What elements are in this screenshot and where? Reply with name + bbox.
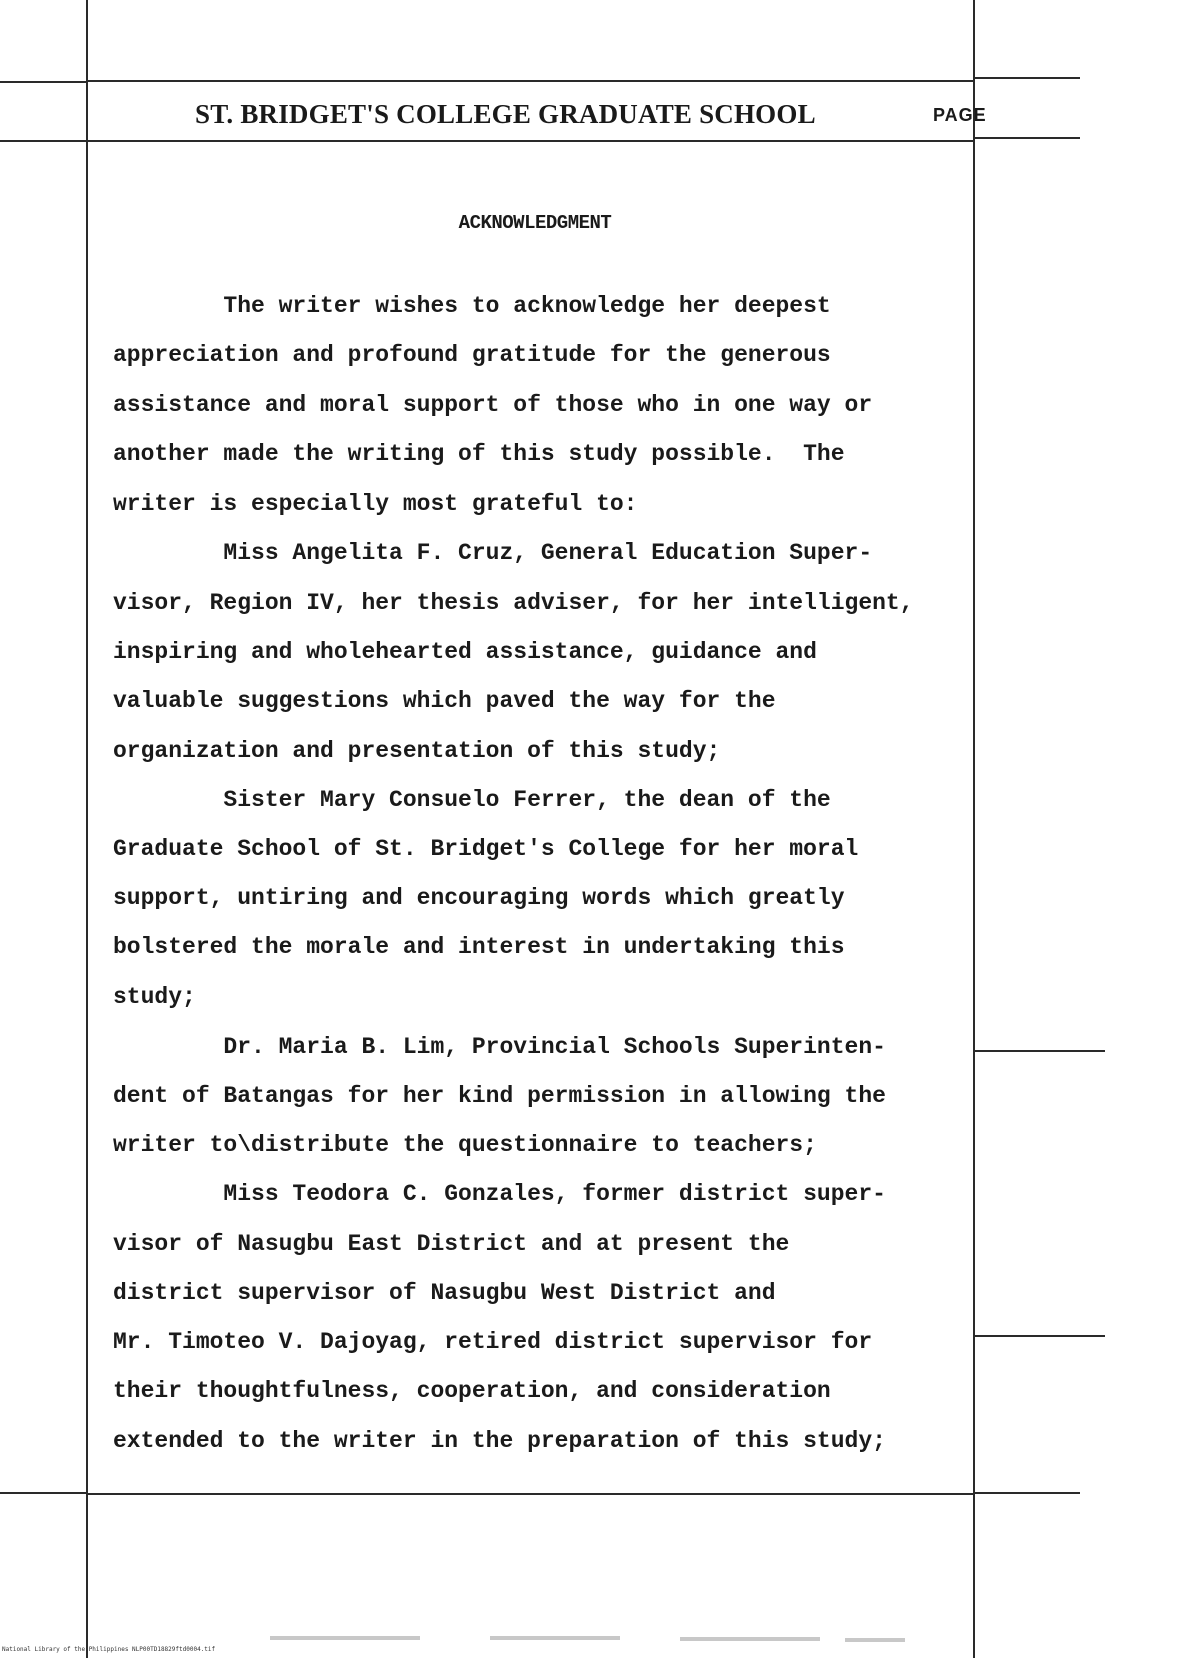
body-line: Miss Angelita F. Cruz, General Education Super- [113, 540, 873, 566]
header-bottom-rule-left [0, 140, 86, 142]
body-line: appreciation and profound gratitude for the generous [113, 342, 831, 368]
body-line: assistance and moral support of those who in one way or [113, 392, 873, 418]
body-line: Graduate School of St. Bridget's College for her moral [113, 836, 859, 862]
body-line: inspiring and wholehearted assistance, guidance and [113, 639, 817, 665]
body-line: another made the writing of this study possible. The [113, 441, 845, 467]
footer-rule [88, 1493, 973, 1495]
body-line: support, untiring and encouraging words which greatly [113, 885, 845, 911]
body-line: The writer wishes to acknowledge her deepest [113, 293, 831, 319]
body-line: Mr. Timoteo V. Dajoyag, retired district supervisor for [113, 1329, 873, 1355]
scan-smudge [680, 1637, 820, 1641]
body-line: Dr. Maria B. Lim, Provincial Schools Superinten- [113, 1034, 886, 1060]
header-top-rule [88, 80, 973, 82]
scan-smudge [490, 1636, 620, 1640]
right-margin-rule [973, 0, 975, 1658]
body-line: dent of Batangas for her kind permission in allowing the [113, 1083, 886, 1109]
body-line: Miss Teodora C. Gonzales, former district super- [113, 1181, 886, 1207]
header-top-rule-right [975, 77, 1080, 79]
body-line: visor of Nasugbu East District and at present the [113, 1231, 790, 1257]
body-line: Sister Mary Consuelo Ferrer, the dean of the [113, 787, 831, 813]
footer-rule-left [0, 1492, 86, 1494]
scan-smudge [845, 1638, 905, 1642]
body-line: bolstered the morale and interest in undertaking this [113, 934, 845, 960]
left-margin-rule [86, 0, 88, 1658]
body-line: writer to\distribute the questionnaire to teachers; [113, 1132, 817, 1158]
header-bottom-rule [88, 140, 973, 142]
header-top-rule-left [0, 81, 86, 83]
header-title: ST. BRIDGET'S COLLEGE GRADUATE SCHOOL [195, 99, 816, 129]
body-line: extended to the writer in the preparation of this study; [113, 1428, 886, 1454]
document-title: ACKNOWLEDGMENT [458, 212, 612, 234]
body-line: district supervisor of Nasugbu West District and [113, 1280, 776, 1306]
side-tick-rule-1 [975, 1050, 1105, 1052]
body-line: visor, Region IV, her thesis adviser, for her intelligent, [113, 590, 914, 616]
side-tick-rule-2 [975, 1335, 1105, 1337]
header-bottom-rule-right [975, 137, 1080, 139]
body-line: valuable suggestions which paved the way for the [113, 688, 776, 714]
footer-rule-right [975, 1492, 1080, 1494]
scan-source-note: National Library of the Philippines NLP00TD18829ftd0004.tif [2, 1646, 216, 1653]
header-page-label: PAGE [933, 105, 987, 125]
body-line: organization and presentation of this study; [113, 738, 721, 764]
body-line: study; [113, 984, 196, 1010]
scan-smudge [270, 1636, 420, 1640]
body-line: their thoughtfulness, cooperation, and consideration [113, 1378, 831, 1404]
body-line: writer is especially most grateful to: [113, 491, 638, 517]
